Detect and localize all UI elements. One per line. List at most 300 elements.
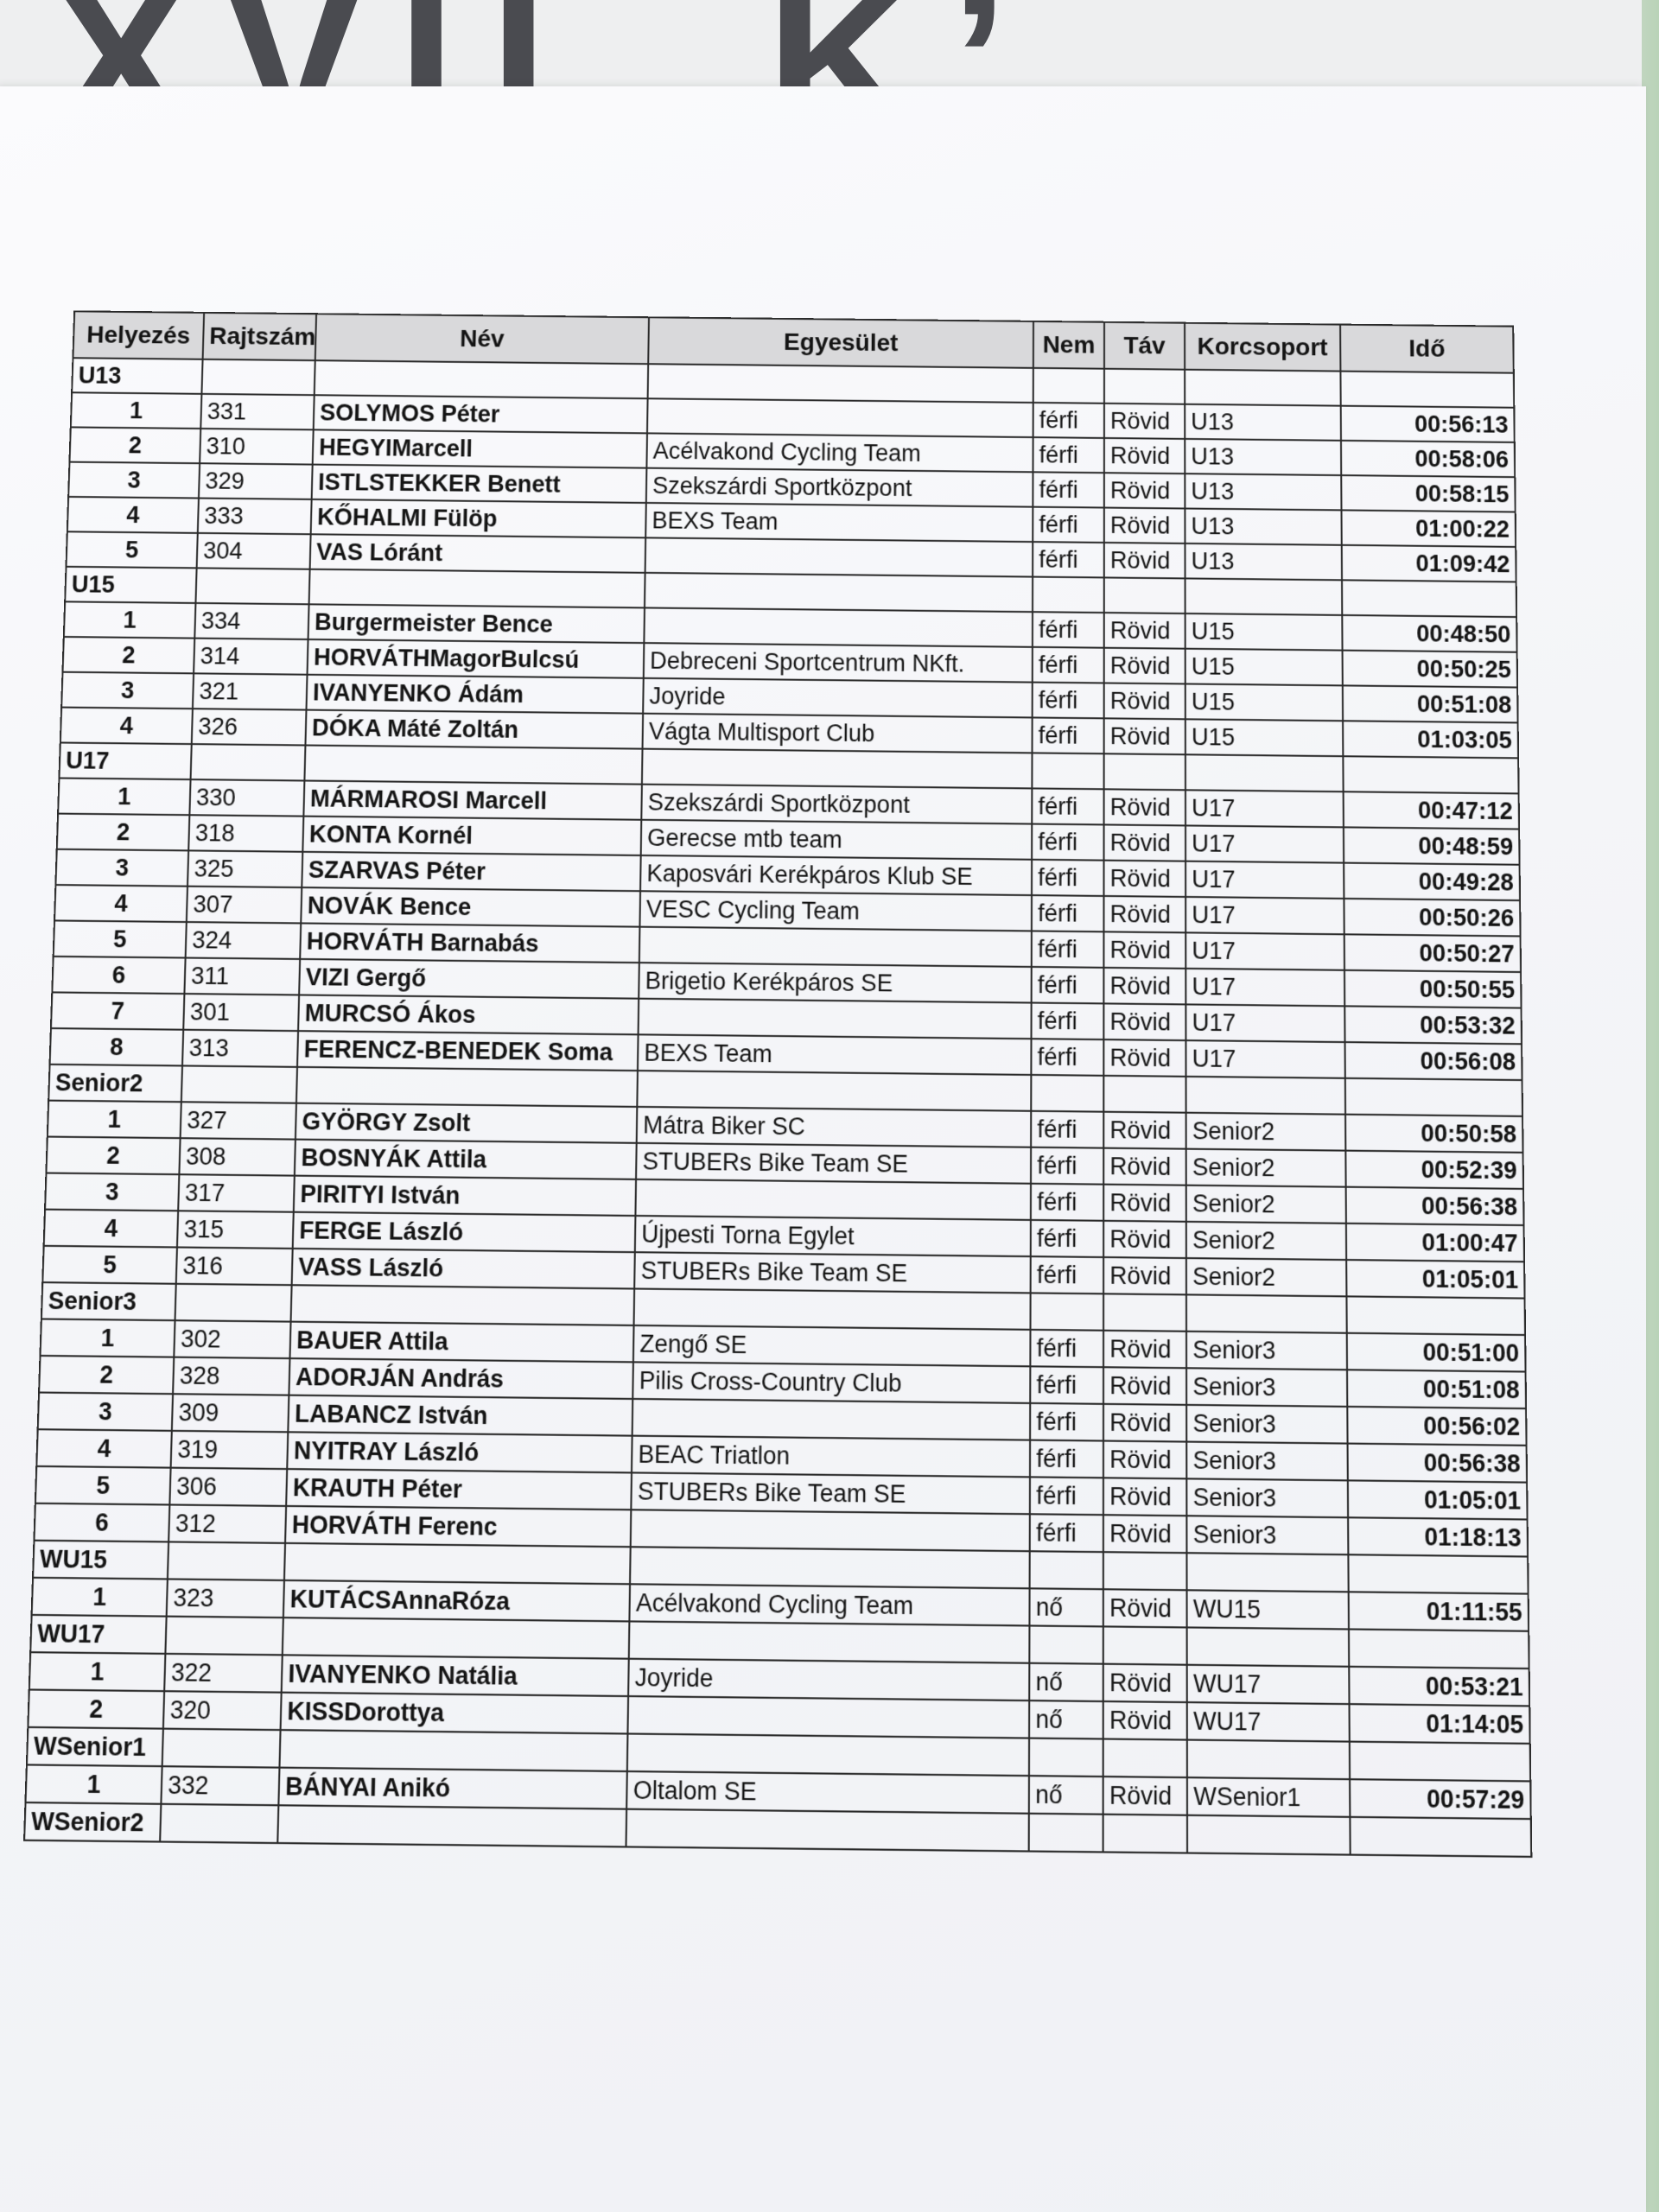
cell-age-group: Senior3 — [1186, 1332, 1347, 1370]
cell-name: GYÖRGY Zsolt — [296, 1103, 637, 1143]
cell-age-group: Senior2 — [1186, 1185, 1346, 1224]
cell-name: LABANCZ István — [288, 1395, 632, 1436]
cell-bib: 332 — [161, 1766, 279, 1805]
cell-name: ADORJÁN András — [289, 1358, 633, 1399]
cell-distance: Rövid — [1103, 1404, 1186, 1442]
cell-distance: Rövid — [1103, 1257, 1186, 1294]
cell-gender: férfi — [1030, 1330, 1103, 1367]
cell-place: 6 — [34, 1503, 169, 1542]
empty-cell — [1342, 580, 1516, 617]
cell-age-group: Senior3 — [1186, 1442, 1348, 1481]
empty-cell — [1029, 1738, 1103, 1777]
cell-bib: 329 — [199, 463, 313, 499]
cell-place: 3 — [38, 1393, 173, 1431]
cell-distance: Rövid — [1103, 1112, 1185, 1149]
empty-cell — [1030, 1551, 1103, 1589]
cell-place: 5 — [54, 920, 187, 957]
empty-cell — [195, 568, 309, 604]
cell-bib: 330 — [189, 779, 304, 817]
cell-gender: férfi — [1033, 507, 1104, 543]
cell-name: KUTÁCSAnnaRóza — [283, 1580, 630, 1621]
cell-distance: Rövid — [1104, 473, 1185, 508]
cell-time: 01:00:47 — [1346, 1224, 1524, 1262]
results-body — [24, 358, 1531, 1857]
empty-cell — [1032, 753, 1103, 789]
empty-cell — [1346, 1296, 1525, 1335]
empty-cell — [283, 1618, 630, 1659]
cell-place: 2 — [69, 427, 200, 463]
col-header-bib: Rajtszám — [203, 313, 317, 360]
cell-place: 7 — [51, 992, 184, 1029]
cell-age-group: WU17 — [1187, 1702, 1350, 1742]
empty-cell — [1350, 1742, 1530, 1782]
cell-time: 00:53:21 — [1349, 1667, 1529, 1707]
cell-time: 00:53:32 — [1344, 1006, 1522, 1044]
empty-cell — [1104, 753, 1185, 790]
cell-distance: Rövid — [1103, 968, 1185, 1005]
cell-distance: Rövid — [1104, 438, 1185, 474]
empty-cell — [1185, 370, 1341, 406]
empty-cell — [1349, 1629, 1529, 1669]
cell-club: Kaposvári Kerékpáros Klub SE — [640, 855, 1032, 895]
cell-time: 00:48:59 — [1344, 827, 1520, 864]
cell-distance: Rövid — [1104, 824, 1186, 861]
results-table-container — [22, 310, 1530, 1880]
cell-age-group: Senior3 — [1186, 1368, 1347, 1407]
cell-club: Vágta Multisport Club — [643, 714, 1033, 753]
cell-time: 00:50:25 — [1343, 651, 1518, 688]
cell-age-group: U15 — [1185, 719, 1344, 756]
cell-club: STUBERs Bike Team SE — [636, 1143, 1031, 1184]
cell-gender: nő — [1029, 1663, 1103, 1701]
cell-bib: 333 — [198, 499, 312, 535]
cell-distance: Rövid — [1104, 789, 1185, 825]
empty-cell — [1350, 1817, 1531, 1857]
cell-name: DÓKA Máté Zoltán — [305, 710, 643, 749]
cell-place: 2 — [28, 1689, 164, 1728]
cell-age-group: U13 — [1185, 509, 1341, 545]
cell-distance: Rövid — [1104, 613, 1185, 649]
empty-cell — [645, 573, 1033, 612]
cell-time: 00:51:08 — [1343, 685, 1518, 722]
cell-name: Burgermeister Bence — [308, 604, 645, 643]
cell-place: 2 — [62, 637, 194, 673]
col-header-place: Helyezés — [73, 311, 204, 359]
empty-cell — [1340, 372, 1514, 408]
cell-distance: Rövid — [1103, 1331, 1186, 1369]
group-label: Senior2 — [48, 1065, 182, 1102]
empty-cell — [175, 1284, 292, 1322]
cell-gender: férfi — [1033, 717, 1104, 753]
cell-distance: Rövid — [1104, 404, 1185, 439]
empty-cell — [642, 749, 1033, 789]
empty-cell — [1186, 1294, 1347, 1332]
cell-time: 00:49:28 — [1344, 863, 1520, 900]
cell-bib: 323 — [167, 1579, 284, 1618]
cell-gender: férfi — [1032, 931, 1104, 967]
col-header-time: Idő — [1340, 325, 1514, 373]
cell-bib: 325 — [188, 850, 302, 887]
cell-time: 01:03:05 — [1343, 721, 1518, 758]
cell-age-group: U17 — [1185, 969, 1344, 1007]
cell-place: 5 — [66, 531, 197, 568]
cell-distance: Rövid — [1104, 683, 1185, 719]
cell-name: SZARVAS Péter — [302, 852, 640, 891]
cell-distance: Rövid — [1103, 1148, 1186, 1185]
cell-gender: férfi — [1031, 1220, 1103, 1257]
cell-club: VESC Cycling Team — [639, 891, 1032, 931]
cell-name: HEGYIMarcell — [313, 429, 647, 467]
cell-name: KISSDorottya — [281, 1693, 629, 1734]
cell-club — [644, 607, 1033, 646]
cell-club — [631, 1510, 1030, 1551]
cell-distance: Rövid — [1104, 543, 1185, 578]
group-label: WSenior1 — [27, 1727, 163, 1766]
empty-cell — [626, 1809, 1028, 1852]
empty-cell — [304, 745, 642, 784]
cell-bib: 304 — [197, 533, 311, 569]
cell-name: MÁRMAROSI Marcell — [303, 781, 642, 820]
cell-bib: 316 — [176, 1247, 293, 1285]
cell-club — [632, 1399, 1031, 1440]
cell-name: ISTLSTEKKER Benett — [312, 465, 647, 503]
cell-place: 4 — [67, 497, 199, 533]
group-label: WU15 — [33, 1541, 168, 1580]
cell-place: 4 — [36, 1429, 172, 1467]
cell-gender: férfi — [1030, 1514, 1103, 1552]
cell-bib: 326 — [192, 709, 307, 745]
cell-gender: férfi — [1030, 1366, 1103, 1404]
cell-distance: Rövid — [1103, 1039, 1185, 1077]
empty-cell — [160, 1804, 278, 1843]
empty-cell — [1030, 1293, 1103, 1330]
cell-gender: férfi — [1033, 647, 1104, 683]
cell-bib: 324 — [186, 922, 302, 959]
cell-age-group: U13 — [1185, 439, 1341, 475]
cell-distance: Rövid — [1103, 896, 1185, 932]
group-label: WSenior2 — [24, 1802, 161, 1841]
cell-age-group: U13 — [1185, 474, 1341, 510]
cell-club: Oltalom SE — [626, 1771, 1029, 1814]
cell-club — [635, 1179, 1031, 1220]
empty-cell — [1187, 1627, 1350, 1666]
cell-distance: Rövid — [1103, 1777, 1187, 1815]
cell-gender: férfi — [1030, 1440, 1103, 1478]
cell-time: 00:56:02 — [1347, 1407, 1526, 1446]
cell-place: 1 — [25, 1764, 162, 1803]
cell-club: Joyride — [643, 678, 1033, 718]
cell-gender: nő — [1029, 1700, 1103, 1738]
empty-cell — [279, 1730, 627, 1771]
cell-age-group: U13 — [1185, 404, 1341, 441]
cell-name: MURCSÓ Ákos — [298, 995, 639, 1034]
empty-cell — [1185, 754, 1344, 791]
cell-bib: 306 — [169, 1468, 287, 1506]
cell-club — [645, 537, 1033, 576]
cell-club: Mátra Biker SC — [637, 1107, 1032, 1147]
cell-gender: férfi — [1033, 612, 1104, 648]
empty-cell — [1104, 577, 1185, 613]
cell-name: SOLYMOS Péter — [314, 395, 648, 433]
cell-age-group: U17 — [1185, 790, 1344, 827]
cell-bib: 327 — [181, 1102, 296, 1139]
empty-cell — [1345, 1078, 1522, 1116]
col-header-gender: Nem — [1033, 321, 1104, 369]
cell-time: 01:14:05 — [1350, 1704, 1530, 1744]
results-table — [23, 310, 1532, 1858]
empty-cell — [277, 1805, 626, 1847]
cell-gender: férfi — [1032, 967, 1104, 1003]
cell-time: 01:05:01 — [1348, 1480, 1528, 1519]
cell-gender: férfi — [1032, 824, 1103, 861]
cell-age-group: WU15 — [1187, 1590, 1349, 1629]
cell-club: BEAC Triatlon — [632, 1436, 1030, 1478]
cell-place: 6 — [52, 957, 185, 994]
cell-club: STUBERs Bike Team SE — [634, 1252, 1031, 1293]
cell-distance: Rövid — [1103, 1515, 1187, 1553]
cell-place: 5 — [42, 1246, 177, 1284]
cell-bib: 314 — [194, 639, 308, 675]
cell-place: 1 — [29, 1652, 166, 1691]
cell-name: VASS László — [292, 1249, 635, 1289]
cell-bib: 319 — [171, 1431, 289, 1469]
cell-time: 00:50:27 — [1344, 934, 1521, 972]
cell-name: KŐHALMI Fülöp — [311, 499, 646, 537]
empty-cell — [1033, 577, 1104, 613]
empty-cell — [201, 359, 315, 395]
cell-bib: 321 — [193, 673, 308, 709]
cell-age-group: U15 — [1185, 613, 1343, 651]
cell-age-group: Senior2 — [1186, 1149, 1346, 1187]
cell-time: 00:48:50 — [1342, 615, 1516, 652]
cell-place: 4 — [60, 708, 193, 745]
cell-bib: 331 — [200, 394, 314, 429]
cell-name: KRAUTH Péter — [286, 1469, 632, 1510]
cell-bib: 334 — [194, 603, 308, 639]
empty-cell — [1187, 1815, 1351, 1855]
empty-cell — [315, 360, 648, 398]
cell-distance: Rövid — [1103, 1701, 1187, 1740]
cell-place: 3 — [45, 1173, 179, 1211]
cell-club: Acélvakond Cycling Team — [629, 1584, 1029, 1625]
cell-age-group: U17 — [1185, 897, 1344, 934]
cell-place: 3 — [68, 462, 200, 499]
cell-gender: férfi — [1033, 437, 1103, 473]
cell-distance: Rövid — [1103, 1664, 1187, 1702]
cell-time: 00:50:55 — [1344, 970, 1522, 1008]
cell-bib: 317 — [178, 1174, 295, 1212]
cell-gender: férfi — [1030, 1477, 1103, 1515]
cell-gender: férfi — [1033, 683, 1104, 719]
empty-cell — [181, 1065, 297, 1103]
cell-club: Szekszárdi Sportközpont — [641, 785, 1032, 824]
cell-time: 00:57:29 — [1350, 1779, 1531, 1819]
cell-age-group: U15 — [1185, 683, 1343, 721]
cell-age-group: U17 — [1185, 1040, 1344, 1078]
cell-name: IVANYENKO Ádám — [306, 675, 643, 714]
cell-time: 00:58:06 — [1341, 441, 1515, 477]
cell-place: 1 — [58, 779, 190, 816]
cell-club: Brigetio Kerékpáros SE — [639, 963, 1032, 1002]
cell-club: Acélvakond Cycling Team — [646, 433, 1033, 472]
cell-age-group: U13 — [1185, 543, 1342, 580]
empty-cell — [1103, 1294, 1186, 1331]
empty-cell — [168, 1541, 285, 1580]
empty-cell — [1185, 578, 1343, 615]
cell-club — [639, 927, 1032, 967]
col-header-name: Név — [315, 314, 649, 364]
cell-gender: nő — [1029, 1588, 1103, 1626]
empty-cell — [630, 1547, 1030, 1588]
cell-name: VIZI Gergő — [299, 959, 639, 999]
cell-time: 01:11:55 — [1349, 1592, 1529, 1630]
cell-club — [639, 999, 1032, 1039]
cell-bib: 318 — [188, 815, 303, 852]
empty-cell — [1186, 1077, 1346, 1115]
cell-gender: férfi — [1030, 1403, 1103, 1441]
cell-bib: 308 — [179, 1138, 296, 1175]
cell-name: VAS Lóránt — [310, 534, 646, 573]
cell-bib: 328 — [173, 1357, 289, 1395]
cell-bib: 301 — [183, 994, 299, 1031]
cell-place: 1 — [48, 1101, 181, 1139]
cell-distance: Rövid — [1103, 1221, 1186, 1258]
cell-club: Újpesti Torna Egylet — [635, 1216, 1031, 1256]
cell-distance: Rövid — [1103, 1478, 1186, 1516]
cell-age-group: U17 — [1185, 1004, 1344, 1042]
cell-bib: 313 — [182, 1030, 298, 1067]
cell-age-group: Senior2 — [1186, 1258, 1347, 1296]
cell-time: 00:56:13 — [1341, 406, 1515, 442]
empty-cell — [1186, 1553, 1348, 1592]
empty-cell — [309, 569, 645, 608]
cell-gender: férfi — [1032, 1003, 1104, 1040]
cell-club: Joyride — [628, 1659, 1029, 1700]
cell-name: FERGE László — [293, 1212, 636, 1252]
empty-cell — [1103, 1738, 1187, 1777]
empty-cell — [634, 1288, 1031, 1329]
cell-distance: Rövid — [1103, 931, 1185, 968]
cell-bib: 322 — [164, 1654, 283, 1693]
col-header-distance: Táv — [1104, 322, 1185, 370]
cell-club — [647, 398, 1033, 437]
empty-cell — [1104, 369, 1185, 404]
cell-distance: Rövid — [1104, 648, 1185, 684]
empty-cell — [648, 364, 1033, 403]
cell-bib: 312 — [168, 1504, 286, 1542]
empty-cell — [1103, 1626, 1187, 1664]
cell-age-group: U17 — [1185, 825, 1344, 862]
cell-place: 1 — [32, 1578, 168, 1617]
cell-gender: férfi — [1031, 1256, 1104, 1294]
cell-distance: Rövid — [1103, 1441, 1186, 1479]
cell-place: 1 — [71, 392, 202, 429]
empty-cell — [629, 1621, 1030, 1662]
cell-age-group: WU17 — [1187, 1665, 1350, 1704]
empty-cell — [191, 744, 306, 780]
empty-cell — [1348, 1554, 1528, 1593]
cell-club: Zengő SE — [633, 1325, 1031, 1366]
cell-age-group: Senior3 — [1186, 1478, 1348, 1517]
cell-distance: Rövid — [1104, 718, 1185, 754]
cell-age-group: U17 — [1185, 861, 1344, 899]
cell-gender: nő — [1029, 1776, 1103, 1815]
cell-age-group: U15 — [1185, 649, 1343, 686]
empty-cell — [1343, 756, 1518, 793]
empty-cell — [296, 1067, 638, 1107]
empty-cell — [1029, 1814, 1103, 1853]
cell-place: 2 — [46, 1137, 180, 1175]
cell-distance: Rövid — [1103, 861, 1185, 897]
cell-time: 00:50:58 — [1345, 1115, 1522, 1153]
group-label: U13 — [72, 358, 202, 394]
cell-time: 00:58:15 — [1341, 475, 1515, 512]
cell-distance: Rövid — [1104, 508, 1185, 543]
cell-name: PIRITYI István — [294, 1176, 636, 1216]
cell-name: IVANYENKO Natália — [282, 1655, 629, 1696]
empty-cell — [627, 1733, 1029, 1776]
empty-cell — [1103, 1815, 1187, 1853]
cell-age-group: Senior2 — [1186, 1113, 1346, 1151]
cell-time: 00:52:39 — [1345, 1151, 1523, 1189]
cell-time: 00:56:38 — [1348, 1444, 1528, 1483]
cell-time: 01:00:22 — [1341, 510, 1516, 547]
empty-cell — [162, 1729, 281, 1768]
group-label: U17 — [59, 742, 191, 779]
cell-name: BOSNYÁK Attila — [295, 1140, 637, 1179]
cell-place: 1 — [40, 1319, 175, 1357]
cell-bib: 302 — [174, 1320, 290, 1358]
cell-place: 3 — [61, 672, 194, 709]
cell-name: FERENCZ-BENEDEK Soma — [297, 1031, 639, 1071]
cell-gender: férfi — [1031, 1184, 1103, 1221]
group-label: Senior3 — [41, 1282, 176, 1320]
cell-club: BEXS Team — [638, 1034, 1032, 1075]
cell-time: 00:50:26 — [1344, 899, 1520, 937]
cell-place: 5 — [35, 1466, 171, 1505]
cell-distance: Rövid — [1103, 1367, 1186, 1405]
cell-name: HORVÁTHMagorBulcsú — [308, 639, 645, 678]
cell-gender: férfi — [1031, 1039, 1103, 1076]
cell-time: 00:51:08 — [1347, 1370, 1526, 1408]
empty-cell — [637, 1071, 1031, 1111]
empty-cell — [1029, 1625, 1103, 1663]
cell-name: KONTA Kornél — [302, 817, 641, 855]
cell-gender: férfi — [1032, 860, 1104, 896]
results-sheet — [0, 86, 1646, 2212]
cell-club: Pilis Cross-Country Club — [632, 1362, 1030, 1403]
cell-time: 00:51:00 — [1347, 1333, 1526, 1372]
empty-cell — [284, 1543, 631, 1584]
cell-distance: Rövid — [1103, 1589, 1187, 1627]
cell-place: 3 — [55, 849, 188, 887]
cell-name: BAUER Attila — [289, 1322, 633, 1363]
cell-club: STUBERs Bike Team SE — [631, 1472, 1030, 1514]
empty-cell — [165, 1617, 283, 1656]
cell-gender: férfi — [1032, 788, 1103, 824]
empty-cell — [291, 1285, 635, 1325]
cell-gender: férfi — [1033, 542, 1104, 577]
cell-bib: 307 — [187, 887, 302, 924]
col-header-club: Egyesület — [648, 317, 1033, 368]
cell-place: 4 — [44, 1210, 179, 1248]
empty-cell — [1031, 1075, 1103, 1112]
cell-age-group: WSenior1 — [1187, 1777, 1350, 1817]
cell-distance: Rövid — [1103, 1185, 1186, 1222]
cell-gender: férfi — [1031, 1147, 1103, 1185]
cell-bib: 310 — [200, 429, 314, 465]
empty-cell — [1103, 1552, 1187, 1590]
